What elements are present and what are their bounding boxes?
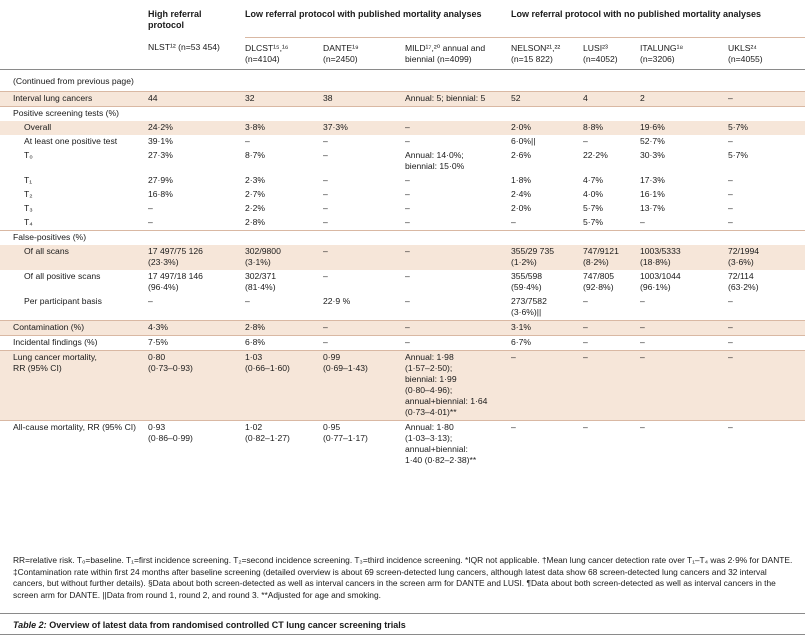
table-cell: 2·0%: [511, 121, 583, 135]
table-cell: 1003/1044 (96·1%): [640, 271, 681, 292]
table-cell: –: [148, 203, 153, 213]
table-cell: [148, 106, 245, 121]
table-cell: –: [640, 296, 645, 306]
group-low-published: Low referral protocol with published mortality analyses: [245, 0, 511, 37]
table-row-fp-head: [0, 230, 805, 245]
table-cell: 0·99 (0·69–1·43): [323, 350, 405, 420]
row-label: Lung cancer mortality, RR (95% CI): [0, 350, 148, 420]
row-label: At least one positive test: [24, 136, 118, 146]
table-cell: 16·1%: [640, 189, 665, 199]
table-row-fp-pos: [0, 270, 805, 295]
continued-note: (Continued from previous page): [13, 75, 134, 86]
table-cell: –: [405, 335, 511, 350]
table-cell: 19·6%: [640, 121, 728, 135]
table-cell: –: [640, 420, 728, 468]
table-cell: 0·93 (0·86–0·99): [148, 420, 245, 468]
table-cell: –: [583, 350, 640, 420]
table-cell: 22·2%: [583, 150, 608, 160]
table-cell: –: [323, 271, 328, 281]
table-cell: [728, 106, 805, 121]
table-row-interval: [0, 91, 805, 106]
table-cell: –: [728, 91, 805, 106]
table-cell: –: [728, 296, 733, 306]
table-cell: –: [245, 136, 250, 146]
table-cell: –: [583, 296, 588, 306]
table-row-pos-t3: [0, 202, 805, 216]
table-cell: –: [405, 271, 410, 281]
table-cell: 1·02 (0·82–1·27): [245, 420, 323, 468]
table-cell: –: [728, 350, 805, 420]
table-cell: 7·5%: [148, 335, 245, 350]
table-cell: [245, 106, 323, 121]
row-label: T₂: [24, 189, 33, 199]
continued-row: [0, 69, 805, 91]
table-row-contam: [0, 320, 805, 335]
table-cell: [640, 106, 728, 121]
row-label: Contamination (%): [0, 320, 148, 335]
table-cell: –: [405, 245, 511, 270]
trial-nlst: NLST¹² (n=53 454): [148, 37, 245, 69]
caption-divider: [0, 613, 805, 614]
bottom-divider: [0, 634, 805, 635]
table-cell: 2: [640, 91, 728, 106]
table-cell: –: [728, 320, 805, 335]
table-cell: –: [323, 136, 328, 146]
row-label: T₄: [24, 217, 33, 227]
table-cell: [583, 230, 640, 245]
table-cell: –: [245, 296, 250, 306]
table-cell: –: [405, 203, 410, 213]
table-cell: –: [323, 175, 328, 185]
row-label: T₃: [24, 203, 33, 213]
table-cell: –: [323, 217, 328, 227]
table-cell: 16·8%: [148, 189, 173, 199]
table-cell: 27·9%: [148, 175, 173, 185]
table-cell: 13·7%: [640, 203, 665, 213]
table-cell: 2·3%: [245, 175, 266, 185]
table-cell: 4·3%: [148, 320, 245, 335]
trial-italung: ITALUNG¹⁸ (n=3206): [640, 37, 728, 69]
group-header-row: [0, 0, 805, 37]
row-label: False-positives (%): [0, 230, 148, 245]
table-row-pos-overall: [0, 121, 805, 135]
table-cell: –: [323, 245, 405, 270]
table-cell: –: [323, 203, 328, 213]
table-cell: 6·7%: [511, 335, 583, 350]
table-cell: 8·7%: [245, 150, 266, 160]
caption-label: Table 2:: [13, 620, 47, 630]
table-cell: 1·03 (0·66–1·60): [245, 350, 323, 420]
row-label: Positive screening tests (%): [0, 106, 148, 121]
table-cell: [583, 106, 640, 121]
table-cell: –: [148, 296, 153, 306]
table-cell: [405, 106, 511, 121]
table-row-fp-part: [0, 295, 805, 321]
table-cell: –: [323, 335, 405, 350]
table-cell: –: [728, 189, 733, 199]
table-cell: –: [640, 335, 728, 350]
caption-text: Overview of latest data from randomised controlled CT lung cancer screening trials: [46, 620, 406, 630]
table-cell: 4·7%: [583, 175, 604, 185]
row-label: Incidental findings (%): [0, 335, 148, 350]
table-cell: –: [640, 350, 728, 420]
table-cell: [640, 230, 728, 245]
table-cell: 2·0%: [511, 203, 532, 213]
table-cell: 39·1%: [148, 136, 173, 146]
trial-mild: MILD¹⁷,²⁰ annual and biennial (n=4099): [405, 37, 511, 69]
row-label: Overall: [0, 121, 148, 135]
table-cell: 22·9 %: [323, 296, 351, 306]
table-cell: 52·7%: [640, 136, 665, 146]
table-cell: –: [728, 217, 733, 227]
table-cell: –: [405, 175, 410, 185]
table-cell: 4·0%: [583, 189, 604, 199]
table-footnote: RR=relative risk. T₀=baseline. T₁=first incidence screening. T₂=second incidence screening. T₃=third incidence screening. *IQR not applicable. †Mean lung cancer detection rate over T₁–T₄ was 2·9% for DANTE. ‡Contamination rate within first 24 months after baseline screening (detailed overview is about 69 screen-detected lung cancers, although latest data show 68 screen-detected lung cancers and 32 interval cancers, but without further details). §Data about both screen-detected as well as interval cancers in the screen arm for DANTE and LUSI. ¶Data about both screen-detected as well as interval cancers in the screen arm for DANTE. ||Data from round 1, round 2, and round 3. **Adjusted for age and smoking.: [13, 555, 793, 600]
table-cell: –: [640, 217, 645, 227]
table-row-pos-t1: [0, 174, 805, 188]
table-row-pos-head: [0, 106, 805, 121]
table-cell: [405, 230, 511, 245]
trial-dlcst: DLCST¹⁵,¹⁶ (n=4104): [245, 37, 323, 69]
table-cell: [245, 230, 323, 245]
table-cell: [728, 230, 805, 245]
table-cell: 6·0%||: [511, 136, 536, 146]
table-cell: 72/1994 (3·6%): [728, 245, 805, 270]
table-cell: 6·8%: [245, 335, 323, 350]
table-cell: Annual: 5; biennial: 5: [405, 91, 511, 106]
table-row-pos-atleast: [0, 135, 805, 149]
row-label: T₀: [24, 150, 33, 160]
table-cell: 0·95 (0·77–1·17): [323, 420, 405, 468]
table-row-pos-t0: [0, 149, 805, 174]
table-cell: –: [405, 189, 410, 199]
table-cell: Annual: 1·80 (1·03–3·13); annual+biennial: 1·40 (0·82–2·38)**: [405, 420, 511, 468]
group-low-unpublished: Low referral protocol with no published mortality analyses: [511, 0, 805, 37]
table-cell: –: [583, 136, 588, 146]
table-cell: –: [728, 335, 805, 350]
table-cell: 32: [245, 91, 323, 106]
table-cell: –: [728, 203, 733, 213]
trial-ukls: UKLS²⁴ (n=4055): [728, 37, 805, 69]
table-cell: –: [323, 189, 328, 199]
table-cell: 273/7582 (3·6%)||: [511, 296, 547, 317]
table-cell: –: [583, 320, 640, 335]
table-cell: –: [640, 320, 728, 335]
table-cell: [323, 230, 405, 245]
table-cell: 52: [511, 91, 583, 106]
table-cell: 302/9800 (3·1%): [245, 245, 323, 270]
table-cell: 44: [148, 91, 245, 106]
table-cell: –: [323, 320, 405, 335]
table-row-fp-all: [0, 245, 805, 270]
table-cell: 5·7%: [728, 150, 749, 160]
table-row-acm: [0, 420, 805, 468]
table-row-pos-t2: [0, 188, 805, 202]
table-cell: –: [511, 350, 583, 420]
table-cell: 30·3%: [640, 150, 665, 160]
table-cell: –: [323, 150, 328, 160]
table-cell: –: [583, 335, 640, 350]
table-cell: 747/9121 (8·2%): [583, 245, 640, 270]
table-cell: 27·3%: [148, 150, 173, 160]
row-label: T₁: [24, 175, 33, 185]
table-cell: –: [405, 136, 410, 146]
table-cell: 8·8%: [583, 121, 640, 135]
table-cell: 2·4%: [511, 189, 532, 199]
table-row-incid: [0, 335, 805, 350]
table-cell: 5·7%: [583, 203, 604, 213]
table-row-lcm: [0, 350, 805, 420]
table-cell: 2·8%: [245, 320, 323, 335]
table-cell: 2·6%: [511, 150, 532, 160]
table-cell: 2·2%: [245, 203, 266, 213]
table-cell: –: [405, 320, 511, 335]
table-cell: 3·8%: [245, 121, 323, 135]
table-cell: –: [728, 175, 733, 185]
trial-dante: DANTE¹⁹ (n=2450): [323, 37, 405, 69]
table-cell: –: [148, 217, 153, 227]
table-cell: –: [583, 420, 640, 468]
row-label: Interval lung cancers: [0, 91, 148, 106]
table-cell: 1003/5333 (18·8%): [640, 245, 728, 270]
trial-nelson: NELSON²¹,²² (n=15 822): [511, 37, 583, 69]
table-cell: –: [511, 420, 583, 468]
table-cell: 24·2%: [148, 121, 245, 135]
row-label: Of all scans: [0, 245, 148, 270]
table-cell: 17 497/18 146 (96·4%): [148, 271, 203, 292]
table-cell: 5·7%: [728, 121, 805, 135]
table-cell: 2·7%: [245, 189, 266, 199]
table-cell: 37·3%: [323, 121, 405, 135]
table-cell: 1·8%: [511, 175, 532, 185]
table-cell: 17 497/75 126 (23·3%): [148, 245, 245, 270]
table-cell: 17·3%: [640, 175, 665, 185]
row-label: Of all positive scans: [24, 271, 101, 281]
table-caption: [13, 620, 406, 630]
table-cell: –: [728, 136, 733, 146]
table-cell: 3·1%: [511, 320, 583, 335]
table-cell: –: [405, 217, 410, 227]
table-cell: 2·8%: [245, 217, 266, 227]
table-cell: –: [728, 420, 805, 468]
table-cell: 355/598 (59·4%): [511, 271, 543, 292]
table-row-pos-t4: [0, 216, 805, 231]
table-cell: 5·7%: [583, 217, 604, 227]
table-cell: Annual: 1·98 (1·57–2·50); biennial: 1·99 (0·80–4·96); annual+biennial: 1·64 (0·73–4·01)**: [405, 350, 511, 420]
trial-lusi: LUSI²³ (n=4052): [583, 37, 640, 69]
table-cell: 747/805 (92·8%): [583, 271, 615, 292]
table-cell: 72/114 (63·2%): [728, 271, 759, 292]
table-cell: [323, 106, 405, 121]
table-cell: Annual: 14·0%; biennial: 15·0%: [405, 150, 465, 171]
table-cell: 38: [323, 91, 405, 106]
table-cell: 355/29 735 (1·2%): [511, 245, 583, 270]
table-cell: 4: [583, 91, 640, 106]
row-label: Per participant basis: [24, 296, 102, 306]
group-high-referral: High referral protocol: [148, 9, 202, 30]
table-cell: 302/371 (81·4%): [245, 271, 277, 292]
table-cell: –: [511, 217, 516, 227]
table-cell: [511, 106, 583, 121]
table-cell: –: [405, 121, 511, 135]
table-cell: [148, 230, 245, 245]
table-cell: –: [405, 296, 410, 306]
row-label: All-cause mortality, RR (95% CI): [0, 420, 148, 468]
trial-header-row: [0, 37, 805, 69]
table-cell: [511, 230, 583, 245]
table-cell: 0·80 (0·73–0·93): [148, 350, 245, 420]
